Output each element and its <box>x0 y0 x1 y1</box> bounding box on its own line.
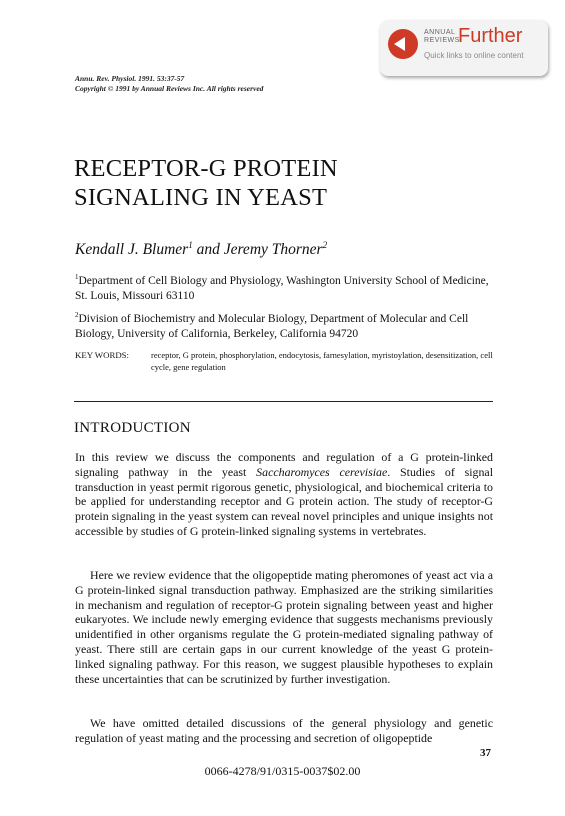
affiliation-text: Department of Cell Biology and Physiology, Washington University School of Medicine, St. Louis, Missouri 63110 <box>75 274 489 302</box>
further-arrow-icon[interactable] <box>388 29 418 59</box>
title-line-1: RECEPTOR-G PROTEIN <box>74 155 338 182</box>
p1-text-start: In this review we discuss the components and regulation of a G protein-linked signaling pathway in the yeast <box>75 450 493 479</box>
author-2: Jeremy Thorner <box>223 241 323 259</box>
further-badge[interactable] <box>380 20 548 76</box>
title-line-2: SIGNALING IN YEAST <box>74 184 328 211</box>
section-heading: INTRODUCTION <box>74 420 191 436</box>
p1-text-end: . Studies of signal transduction in yeast permit rigorous genetic, physiological, and biochemical criteria to be applied for understanding receptor and G protein action. The study of receptor-G protein signaling in the yeast system can reveal novel principles and unique insights not accessible by studies of G protein-linked signaling systems in vertebrates. <box>75 464 494 538</box>
copyright-line: Copyright © 1991 by Annual Reviews Inc. All rights reserved <box>75 84 264 93</box>
section-divider <box>74 401 493 402</box>
species-name: Saccharomyces cerevisiae <box>256 464 388 479</box>
paragraph-3: We have omitted detailed discussions of the general physiology and genetic regulation of yeast mating and the processing and secretion of oligopeptide <box>75 716 493 745</box>
keywords-text: receptor, G protein, phosphorylation, endocytosis, farnesylation, myristoylation, desensitization, cell cycle, gene regulation <box>151 350 493 372</box>
page-number: 37 <box>480 747 491 759</box>
author-line <box>75 240 327 259</box>
author-1: Kendall J. Blumer <box>75 241 189 259</box>
left-arrow-icon <box>394 37 405 51</box>
author-conjunction: and <box>196 241 220 259</box>
keywords-label: KEY WORDS: <box>75 350 130 360</box>
citation-block <box>75 74 263 94</box>
affiliation-1 <box>75 270 495 304</box>
author-1-mark: 1 <box>188 240 193 250</box>
affiliation-text: Division of Biochemistry and Molecular Biology, Department of Molecular and Cell Biology, University of California, Berkeley, California 94720 <box>75 312 469 340</box>
annual-reviews-label <box>424 29 460 45</box>
paragraph-1 <box>75 450 493 539</box>
author-2-mark: 2 <box>322 240 328 250</box>
citation-line: Annu. Rev. Physiol. 1991. 53:37-57 <box>75 74 185 83</box>
paragraph-2: Here we review evidence that the oligopeptide mating pheromones of yeast act via a G protein-linked signal transduction pathway. Emphasized are the striking similarities in mechanism and regulation of receptor-G protein signaling between yeast and higher eukaryotes. We include newly emerging evidence that suggests mechanisms previously unidentified in other organisms regulate the G protein-mediated signaling pathway of yeast. There still are certain gaps in our current knowledge of the yeast G protein-linked signaling pathway. For this reason, we suggest plausible hypotheses to explain these uncertainties that can be scrutinized by further investigation. <box>75 568 493 686</box>
affiliation-mark: 2 <box>75 311 79 319</box>
article-title <box>74 154 338 212</box>
further-word: Further <box>458 25 523 47</box>
further-tagline: Quick links to online content <box>424 51 524 60</box>
affiliation-mark: 1 <box>75 273 79 281</box>
annual-text: ANNUAL <box>424 29 456 36</box>
footer-code: 0066-4278/91/0315-0037$02.00 <box>204 764 361 778</box>
affiliation-2 <box>75 308 495 342</box>
reviews-text: REVIEWS <box>424 37 460 44</box>
